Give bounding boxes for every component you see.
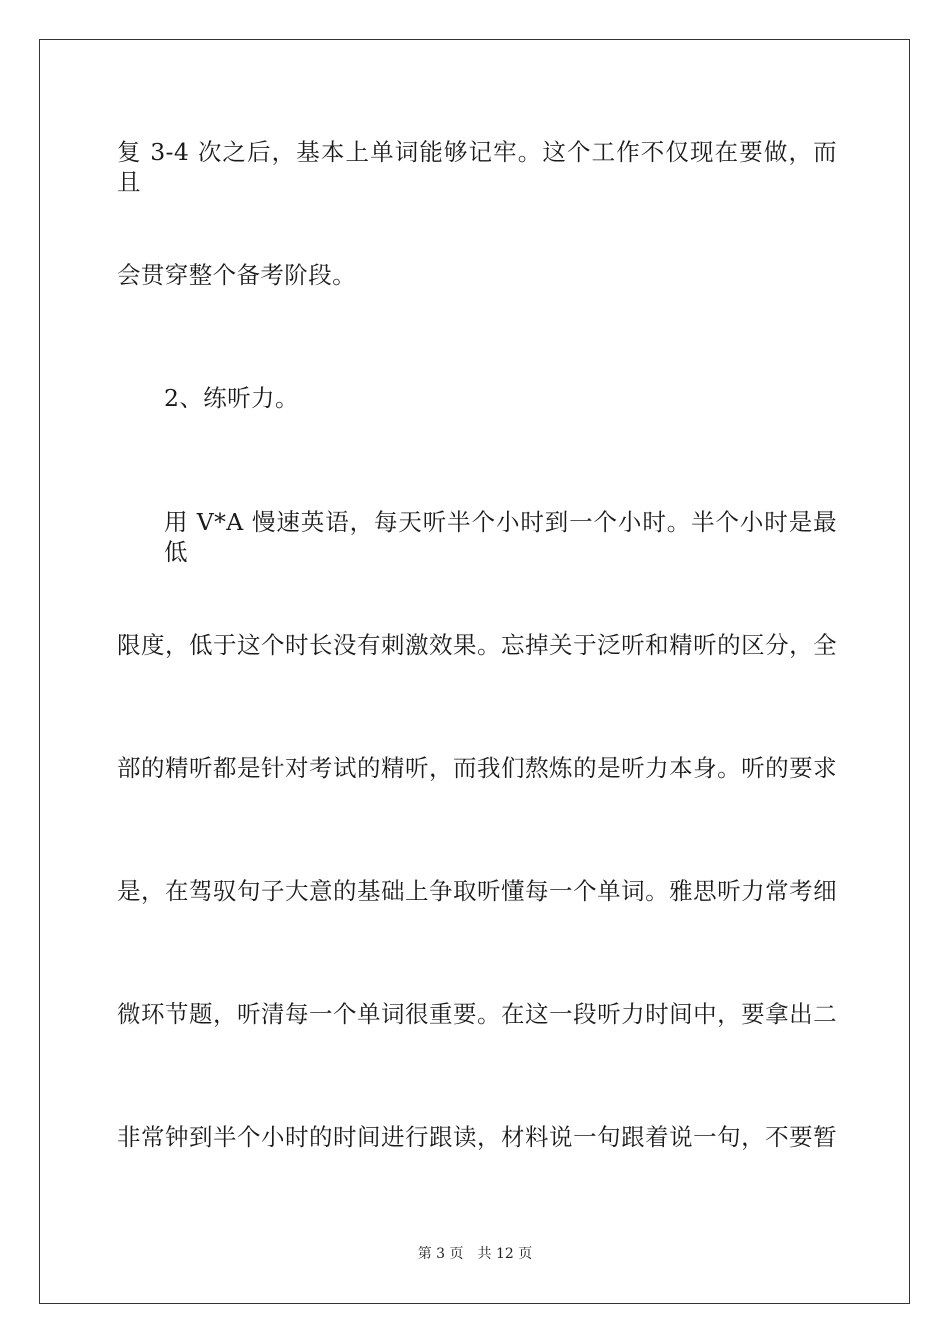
body-line-7: 微环节题，听清每一个单词很重要。在这一段听力时间中，要拿出二 bbox=[117, 1000, 837, 1028]
body-line-3: 用 V*A 慢速英语，每天听半个小时到一个小时。半个小时是最低 bbox=[164, 508, 837, 566]
body-line-8: 非常钟到半个小时的时间进行跟读，材料说一句跟着说一句，不要暂 bbox=[117, 1123, 837, 1151]
page-total: 共 12 页 bbox=[477, 1246, 533, 1262]
body-line-4: 限度，低于这个时长没有刺激效果。忘掉关于泛听和精听的区分，全 bbox=[117, 631, 837, 659]
page-number: 第 3 页 bbox=[417, 1246, 464, 1262]
body-line-5: 部的精听都是针对考试的精听，而我们熬炼的是听力本身。听的要求 bbox=[117, 754, 837, 782]
body-line-2: 会贯穿整个备考阶段。 bbox=[117, 261, 356, 289]
body-line-1: 复 3-4 次之后，基本上单词能够记牢。这个工作不仅现在要做，而且 bbox=[117, 138, 837, 196]
page-border bbox=[39, 39, 910, 1304]
body-line-6: 是，在驾驭句子大意的基础上争取听懂每一个单词。雅思听力常考细 bbox=[117, 877, 837, 905]
section-heading: 2、练听力。 bbox=[164, 384, 299, 412]
page-footer bbox=[0, 1245, 950, 1263]
